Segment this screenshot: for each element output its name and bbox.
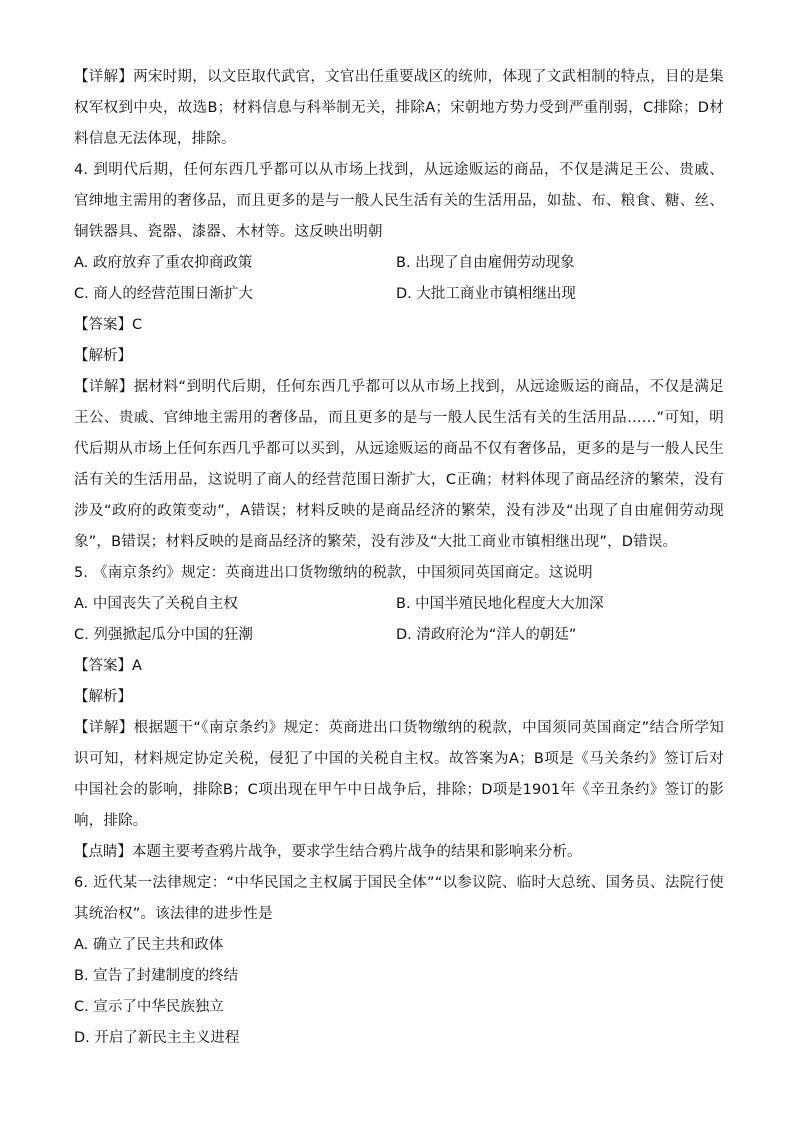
question-5-option-a: A. 中国丧失了关税自主权: [74, 596, 238, 612]
question-4-options-row-1: [74, 248, 724, 279]
question-4-option-a: A. 政府放弃了重农抑商政策: [74, 255, 253, 271]
question-6-option-a: A. 确立了民主共和政体: [74, 937, 224, 953]
question-5-tip: 【点睛】本题主要考查鸦片战争，要求学生结合鸦片战争的结果和影响来分析。: [74, 844, 582, 860]
question-4-answer: 【答案】C: [74, 317, 143, 333]
question-4-analysis-heading: 【解析】: [74, 348, 132, 364]
question-6-option-c: C. 宣示了中华民族独立: [74, 999, 224, 1015]
question-4-options-row-2: [74, 279, 724, 310]
page-content: [74, 62, 724, 1054]
question-5-options-row-1: [74, 589, 724, 620]
question-6-option-d: D. 开启了新民主主义进程: [74, 1030, 240, 1046]
question-5-options-row-2: [74, 620, 724, 651]
question-5-answer: 【答案】A: [74, 658, 142, 674]
question-4-option-c: C. 商人的经营范围日渐扩大: [74, 286, 253, 302]
question-4-detail: 【详解】据材料“到明代后期，任何东西几乎都可以从市场上找到，从远途贩运的商品，不仅是满足王公、贵戚、官绅地主需用的奢侈品，而且更多的是与一般人民生活有关的生活用品……”可知，明代后期从市场上任何东西几乎都可以买到，从远途贩运的商品不仅有奢侈品，更多的是与一般人民生活有关的生活用品，这说明了商人的经营范围日渐扩大，C正确；材料体现了商品经济的繁荣，没有涉及“政府的政策变动”，A错误；材料反映的是商品经济的繁荣，没有涉及“出现了自由雇佣劳动现象”，B错误；材料反映的是商品经济的繁荣，没有涉及“大批工商业市镇相继出现”，D错误。: [74, 379, 724, 550]
question-4-stem: 4. 到明代后期，任何东西几乎都可以从市场上找到，从远途贩运的商品，不仅是满足王公、贵戚、官绅地主需用的奢侈品，而且更多的是与一般人民生活有关的生活用品，如盐、布、粮食、糖、丝、铜铁器具、瓷器、漆器、木材等。这反映出明朝: [74, 162, 724, 240]
question-6-option-b: B. 宣告了封建制度的终结: [74, 968, 239, 984]
question-5-stem: 5. 《南京条约》规定：英商进出口货物缴纳的税款，中国须同英国商定。这说明: [74, 565, 593, 581]
question-4-option-b: B. 出现了自由雇佣劳动现象: [396, 255, 575, 271]
question-5-option-b: B. 中国半殖民地化程度大大加深: [396, 596, 604, 612]
question-5-option-d: D. 清政府沦为“洋人的朝廷”: [396, 627, 577, 643]
question-5-option-c: C. 列强掀起瓜分中国的狂潮: [74, 627, 253, 643]
prev-question-detail: 【详解】两宋时期，以文臣取代武官，文官出任重要战区的统帅，体现了文武相制的特点，目的是集权军权到中央，故选B；材料信息与科举制无关，排除A；宋朝地方势力受到严重削弱，C排除；D材料信息无法体现，排除。: [74, 69, 724, 147]
question-5-analysis-heading: 【解析】: [74, 689, 132, 705]
question-4-option-d: D. 大批工商业市镇相继出现: [396, 286, 576, 302]
question-5-detail: 【详解】根据题干“《南京条约》规定：英商进出口货物缴纳的税款，中国须同英国商定”结合所学知识可知，材料规定协定关税，侵犯了中国的关税自主权。故答案为A；B项是《马关条约》签订后对中国社会的影响，排除B；C项出现在甲午中日战争后，排除；D项是1901年《辛丑条约》签订的影响，排除。: [74, 720, 724, 829]
question-6-stem: 6. 近代某一法律规定：“中华民国之主权属于国民全体”“以参议院、临时大总统、国务员、法院行使其统治权”。该法律的进步性是: [74, 875, 724, 922]
